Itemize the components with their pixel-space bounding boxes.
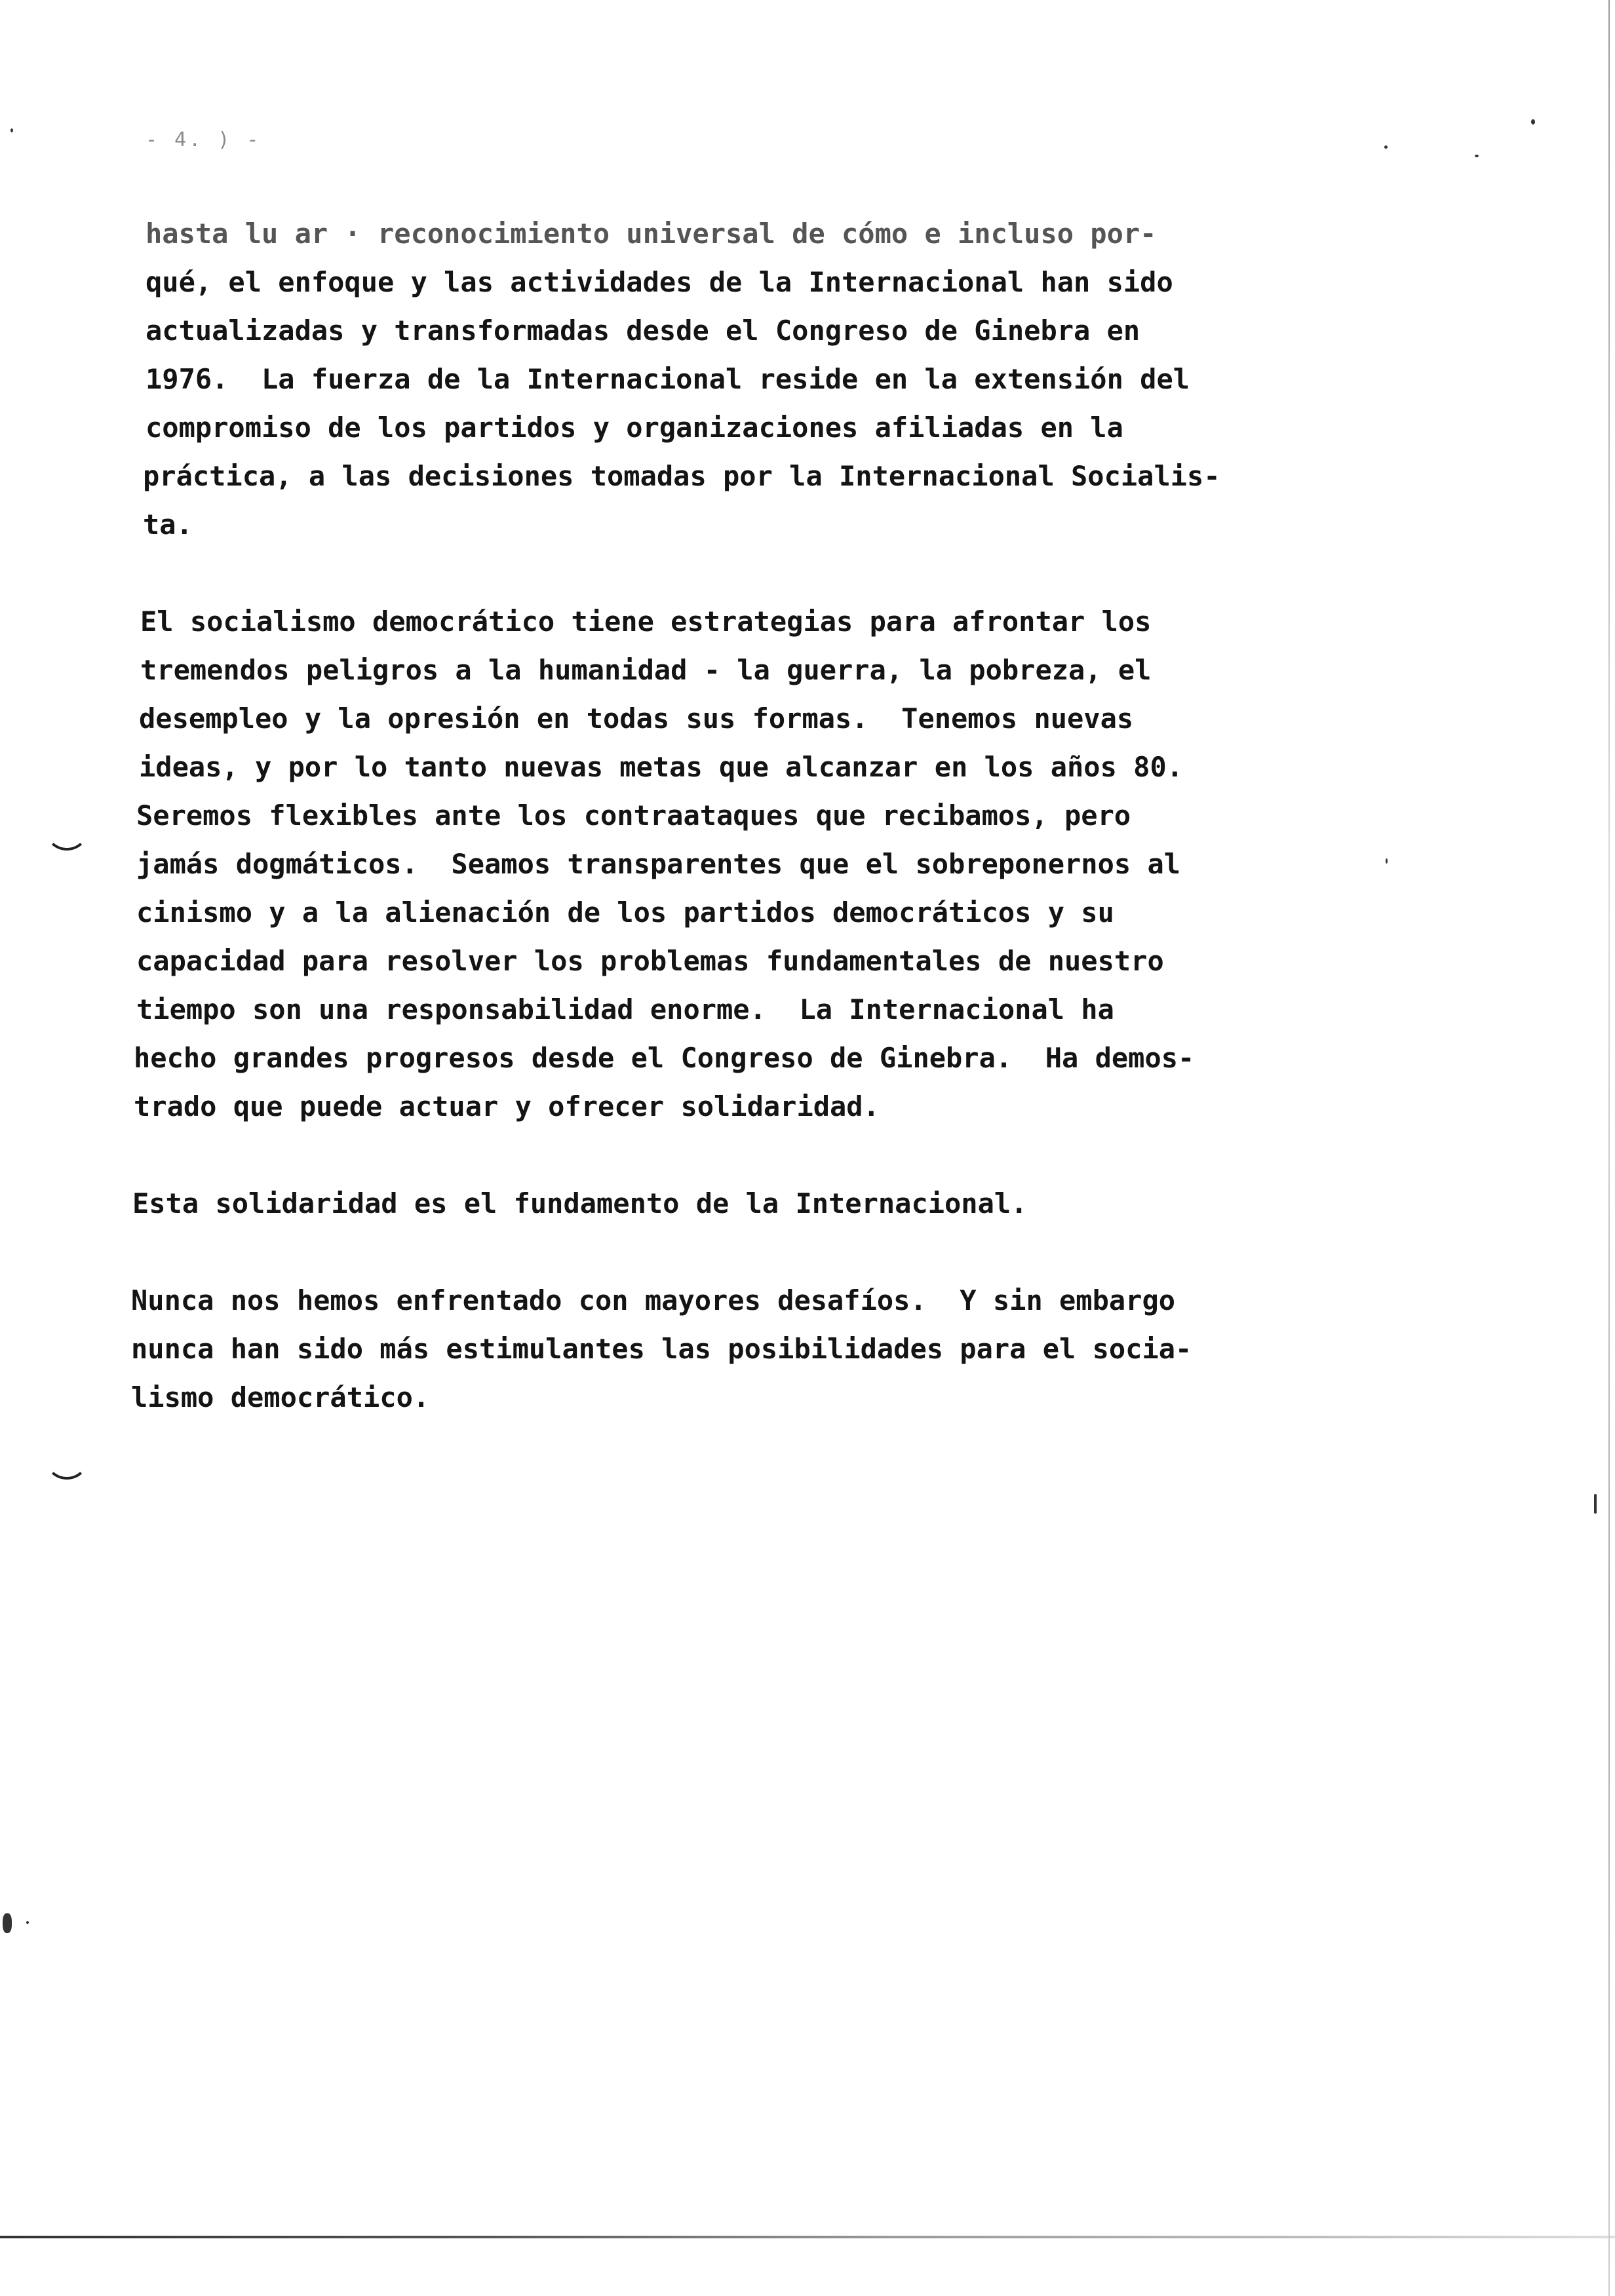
document-body <box>131 210 1429 1470</box>
text-line: práctica, a las decisiones tomadas por la Internacional Socialis- <box>143 460 1220 492</box>
text-line: hasta lu ar · reconocimiento universal de cómo e incluso por- <box>146 218 1157 250</box>
scan-speck <box>1531 119 1535 124</box>
text-line: jamás dogmáticos. Seamos transparentes que el sobreponernos al <box>136 848 1181 880</box>
scan-speck <box>1386 858 1388 864</box>
text-line: cinismo y a la alienación de los partidos democráticos y su <box>136 896 1114 928</box>
scan-speck <box>1384 145 1388 149</box>
punch-hole-mark <box>46 1442 88 1480</box>
scan-speck <box>10 128 13 132</box>
text-line: trado que puede actuar y ofrecer solidaridad. <box>134 1090 880 1122</box>
paragraph-4 <box>131 1276 1429 1422</box>
paragraph-2 <box>131 598 1429 1131</box>
scan-speck <box>1594 1494 1597 1514</box>
text-line: Seremos flexibles ante los contraataques que recibamos, pero <box>136 799 1131 832</box>
text-line: ideas, y por lo tanto nuevas metas que alcanzar en los años 80. <box>139 751 1184 783</box>
text-line: qué, el enfoque y las actividades de la Internacional han sido <box>146 266 1173 298</box>
scan-edge-right <box>1608 0 1610 2296</box>
text-line: lismo democrático. <box>131 1381 430 1413</box>
paragraph-1 <box>131 210 1429 549</box>
scan-speck <box>1475 155 1479 157</box>
text-line: 1976. La fuerza de la Internacional reside en la extensión del <box>146 363 1190 395</box>
text-line: Nunca nos hemos enfrentado con mayores desafíos. Y sin embargo <box>131 1284 1176 1316</box>
text-line: desempleo y la opresión en todas sus formas. Tenemos nuevas <box>139 702 1134 735</box>
text-line: nunca han sido más estimulantes las posibilidades para el socia- <box>131 1333 1192 1365</box>
punch-hole-mark <box>46 813 88 851</box>
text-line: compromiso de los partidos y organizaciones afiliadas en la <box>146 411 1123 444</box>
paragraph-3 <box>131 1179 1429 1228</box>
text-line: ta. <box>143 508 193 541</box>
text-line: tiempo son una responsabilidad enorme. La Internacional ha <box>136 993 1114 1025</box>
text-line: tremendos peligros a la humanidad - la guerra, la pobreza, el <box>140 654 1152 686</box>
text-line: Esta solidaridad es el fundamento de la Internacional. <box>132 1187 1028 1219</box>
scan-speck <box>26 1921 29 1924</box>
scan-speck <box>3 1913 12 1933</box>
text-line: El socialismo democrático tiene estrategias para afrontar los <box>140 605 1152 638</box>
text-line: actualizadas y transformadas desde el Congreso de Ginebra en <box>146 315 1140 347</box>
text-line: capacidad para resolver los problemas fundamentales de nuestro <box>136 945 1164 977</box>
text-line: hecho grandes progresos desde el Congreso de Ginebra. Ha demos- <box>134 1042 1195 1074</box>
scan-edge-line <box>0 2236 1615 2238</box>
page-number: - 4. ) - <box>146 128 262 151</box>
